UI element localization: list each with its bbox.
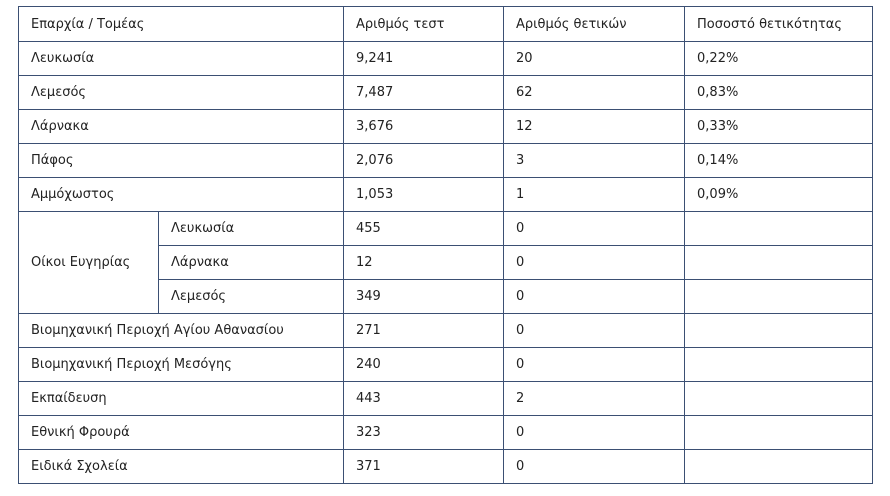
positives-count: 20 bbox=[504, 42, 685, 76]
positivity-rate: 0,14% bbox=[685, 144, 873, 178]
care-home-district: Λευκωσία bbox=[159, 212, 344, 246]
table-row bbox=[19, 178, 873, 212]
sector-name: Ειδικά Σχολεία bbox=[19, 450, 344, 484]
positives-count: 12 bbox=[504, 110, 685, 144]
positives-count: 3 bbox=[504, 144, 685, 178]
table-row bbox=[19, 382, 873, 416]
table-row bbox=[19, 450, 873, 484]
table-row bbox=[19, 42, 873, 76]
positivity-rate-empty bbox=[685, 246, 873, 280]
positives-count: 62 bbox=[504, 76, 685, 110]
tests-count: 240 bbox=[344, 348, 504, 382]
table-row bbox=[19, 314, 873, 348]
tests-count: 1,053 bbox=[344, 178, 504, 212]
district-name: Αμμόχωστος bbox=[19, 178, 344, 212]
tests-count: 443 bbox=[344, 382, 504, 416]
tests-count: 2,076 bbox=[344, 144, 504, 178]
table-row bbox=[19, 110, 873, 144]
tests-count: 9,241 bbox=[344, 42, 504, 76]
sector-name: Εκπαίδευση bbox=[19, 382, 344, 416]
positives-count: 0 bbox=[504, 450, 685, 484]
tests-count: 3,676 bbox=[344, 110, 504, 144]
table-row bbox=[19, 144, 873, 178]
positivity-rate-empty bbox=[685, 348, 873, 382]
district-name: Λεμεσός bbox=[19, 76, 344, 110]
table-row bbox=[19, 348, 873, 382]
header-positives: Αριθμός θετικών bbox=[504, 7, 685, 42]
positives-count: 0 bbox=[504, 280, 685, 314]
positives-count: 0 bbox=[504, 348, 685, 382]
positivity-rate: 0,33% bbox=[685, 110, 873, 144]
positives-count: 0 bbox=[504, 416, 685, 450]
positives-count: 1 bbox=[504, 178, 685, 212]
positivity-rate-empty bbox=[685, 212, 873, 246]
district-name: Πάφος bbox=[19, 144, 344, 178]
test-results-table bbox=[18, 6, 873, 484]
tests-count: 271 bbox=[344, 314, 504, 348]
positivity-rate: 0,09% bbox=[685, 178, 873, 212]
positivity-rate: 0,83% bbox=[685, 76, 873, 110]
results-table-container bbox=[18, 6, 873, 484]
table-row bbox=[19, 76, 873, 110]
positives-count: 2 bbox=[504, 382, 685, 416]
positivity-rate-empty bbox=[685, 314, 873, 348]
care-homes-label: Οίκοι Ευγηρίας bbox=[19, 212, 159, 314]
positivity-rate-empty bbox=[685, 416, 873, 450]
sector-name: Βιομηχανική Περιοχή Μεσόγης bbox=[19, 348, 344, 382]
header-tests: Αριθμός τεστ bbox=[344, 7, 504, 42]
sector-name: Εθνική Φρουρά bbox=[19, 416, 344, 450]
table-header-row bbox=[19, 7, 873, 42]
tests-count: 12 bbox=[344, 246, 504, 280]
tests-count: 371 bbox=[344, 450, 504, 484]
table-row bbox=[19, 212, 873, 246]
care-home-district: Λάρνακα bbox=[159, 246, 344, 280]
positivity-rate: 0,22% bbox=[685, 42, 873, 76]
positivity-rate-empty bbox=[685, 382, 873, 416]
sector-name: Βιομηχανική Περιοχή Αγίου Αθανασίου bbox=[19, 314, 344, 348]
header-rate: Ποσοστό θετικότητας bbox=[685, 7, 873, 42]
tests-count: 349 bbox=[344, 280, 504, 314]
positivity-rate-empty bbox=[685, 280, 873, 314]
positives-count: 0 bbox=[504, 314, 685, 348]
tests-count: 323 bbox=[344, 416, 504, 450]
care-home-district: Λεμεσός bbox=[159, 280, 344, 314]
district-name: Λάρνακα bbox=[19, 110, 344, 144]
positives-count: 0 bbox=[504, 212, 685, 246]
tests-count: 7,487 bbox=[344, 76, 504, 110]
table-row bbox=[19, 416, 873, 450]
district-name: Λευκωσία bbox=[19, 42, 344, 76]
header-region: Επαρχία / Τομέας bbox=[19, 7, 344, 42]
positives-count: 0 bbox=[504, 246, 685, 280]
positivity-rate-empty bbox=[685, 450, 873, 484]
tests-count: 455 bbox=[344, 212, 504, 246]
